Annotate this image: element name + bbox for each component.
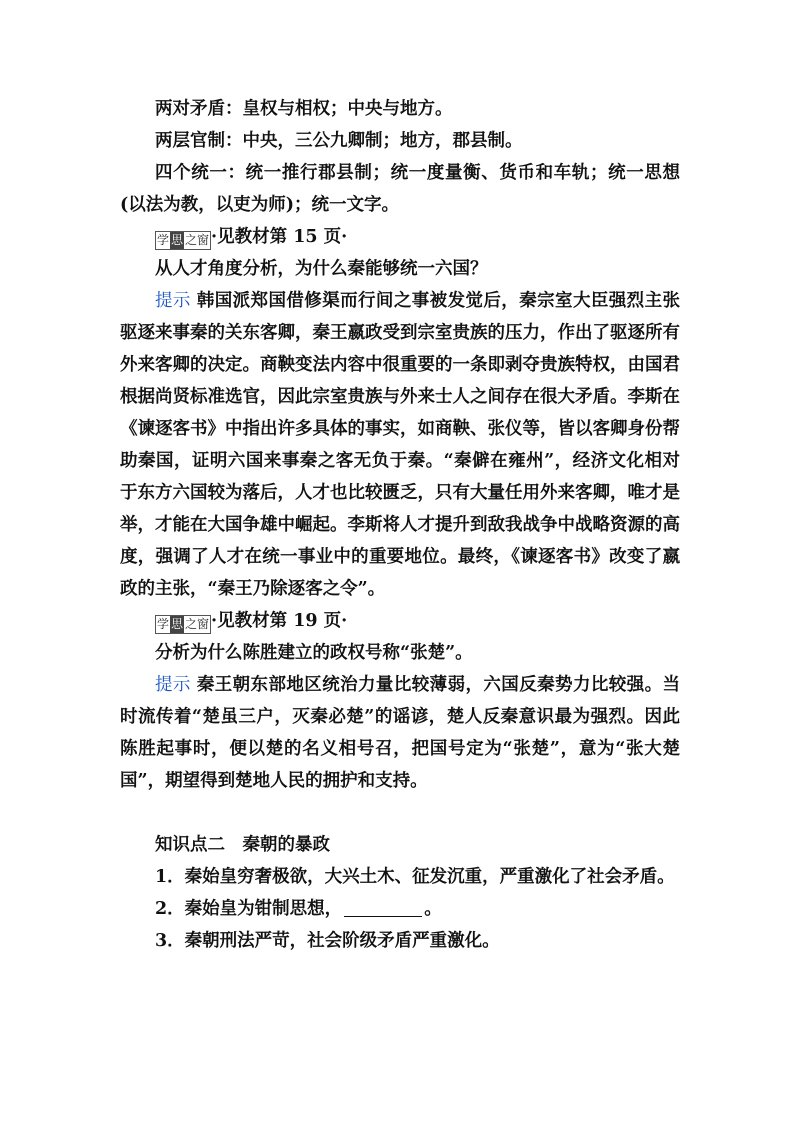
section1-question: 从人才角度分析，为什么秦能够统一六国？ bbox=[155, 259, 488, 279]
section2-answer bbox=[120, 669, 680, 797]
section2-question: 分析为什么陈胜建立的政权号称“张楚”。 bbox=[155, 643, 473, 663]
knowledge2-heading: 知识点二 秦朝的暴政 bbox=[155, 835, 330, 855]
knowledge2-item-2-prefix: 2．秦始皇为钳制思想， bbox=[155, 899, 343, 919]
study-window-tag bbox=[155, 231, 211, 250]
summary-line-conflicts: 两对矛盾：皇权与相权；中央与地方。 bbox=[155, 99, 453, 119]
window-tag-part1: 学 bbox=[157, 617, 170, 631]
study-window-tag-2 bbox=[155, 615, 211, 634]
summary-line-officials: 两层官制：中央，三公九卿制；地方，郡县制。 bbox=[155, 131, 523, 151]
window-tag-part2: 思 bbox=[171, 617, 184, 631]
section2-ref-text: ·见教材第 19 页· bbox=[211, 611, 348, 631]
summary-line-unifications: 四个统一：统一推行郡县制；统一度量衡、货币和车轨；统一思想(以法为教，以吏为师)；统一文字。 bbox=[120, 163, 680, 215]
window-tag-part3: 之窗 bbox=[185, 617, 210, 631]
section-gap bbox=[120, 797, 680, 829]
knowledge2-item-2-suffix: 。 bbox=[424, 899, 442, 919]
window-tag-part3: 之窗 bbox=[185, 233, 210, 247]
section1-tip-label: 提示 bbox=[155, 291, 191, 311]
section2-answer-text: 秦王朝东部地区统治力量比较薄弱，六国反秦势力比较强。当时流传着“楚虽三户，灭秦必楚”的谣谚，楚人反秦意识最为强烈。因此陈胜起事时，便以楚的名义相号召，把国号定为“张楚”，意为“张大楚国”，期望得到楚地人民的拥护和支持。 bbox=[120, 675, 681, 791]
window-tag-part2: 思 bbox=[171, 233, 184, 247]
fill-in-blank[interactable] bbox=[344, 898, 422, 917]
section1-reference bbox=[120, 221, 680, 253]
section1-answer bbox=[120, 285, 680, 605]
section2-tip-label: 提示 bbox=[155, 675, 191, 695]
knowledge2-item-1: 1．秦始皇穷奢极欲，大兴土木、征发沉重，严重激化了社会矛盾。 bbox=[155, 867, 675, 887]
window-tag-part1: 学 bbox=[157, 233, 170, 247]
document-body bbox=[120, 93, 680, 957]
section2-reference bbox=[120, 605, 680, 637]
section1-answer-text: 韩国派郑国借修渠而行间之事被发觉后，秦宗室大臣强烈主张驱逐来事秦的关东客卿，秦王嬴政受到宗室贵族的压力，作出了驱逐所有外来客卿的决定。商鞅变法内容中很重要的一条即剥夺贵族特权，由国君根据尚贤标准选官，因此宗室贵族与外来士人之间存在很大矛盾。李斯在《谏逐客书》中指出许多具体的事实，如商鞅、张仪等，皆以客卿身份帮助秦国，证明六国来事秦之客无负于秦。“秦僻在雍州”，经济文化相对于东方六国较为落后，人才也比较匮乏，只有大量任用外来客卿，唯才是举，才能在大国争雄中崛起。李斯将人才提升到敌我战争中战略资源的高度，强调了人才在统一事业中的重要地位。最终，《谏逐客书》改变了嬴政的主张，“秦王乃除逐客之令”。 bbox=[120, 291, 681, 599]
knowledge2-item-2 bbox=[120, 893, 680, 925]
knowledge2-item-3: 3．秦朝刑法严苛，社会阶级矛盾严重激化。 bbox=[155, 931, 500, 951]
section1-ref-text: ·见教材第 15 页· bbox=[211, 227, 348, 247]
